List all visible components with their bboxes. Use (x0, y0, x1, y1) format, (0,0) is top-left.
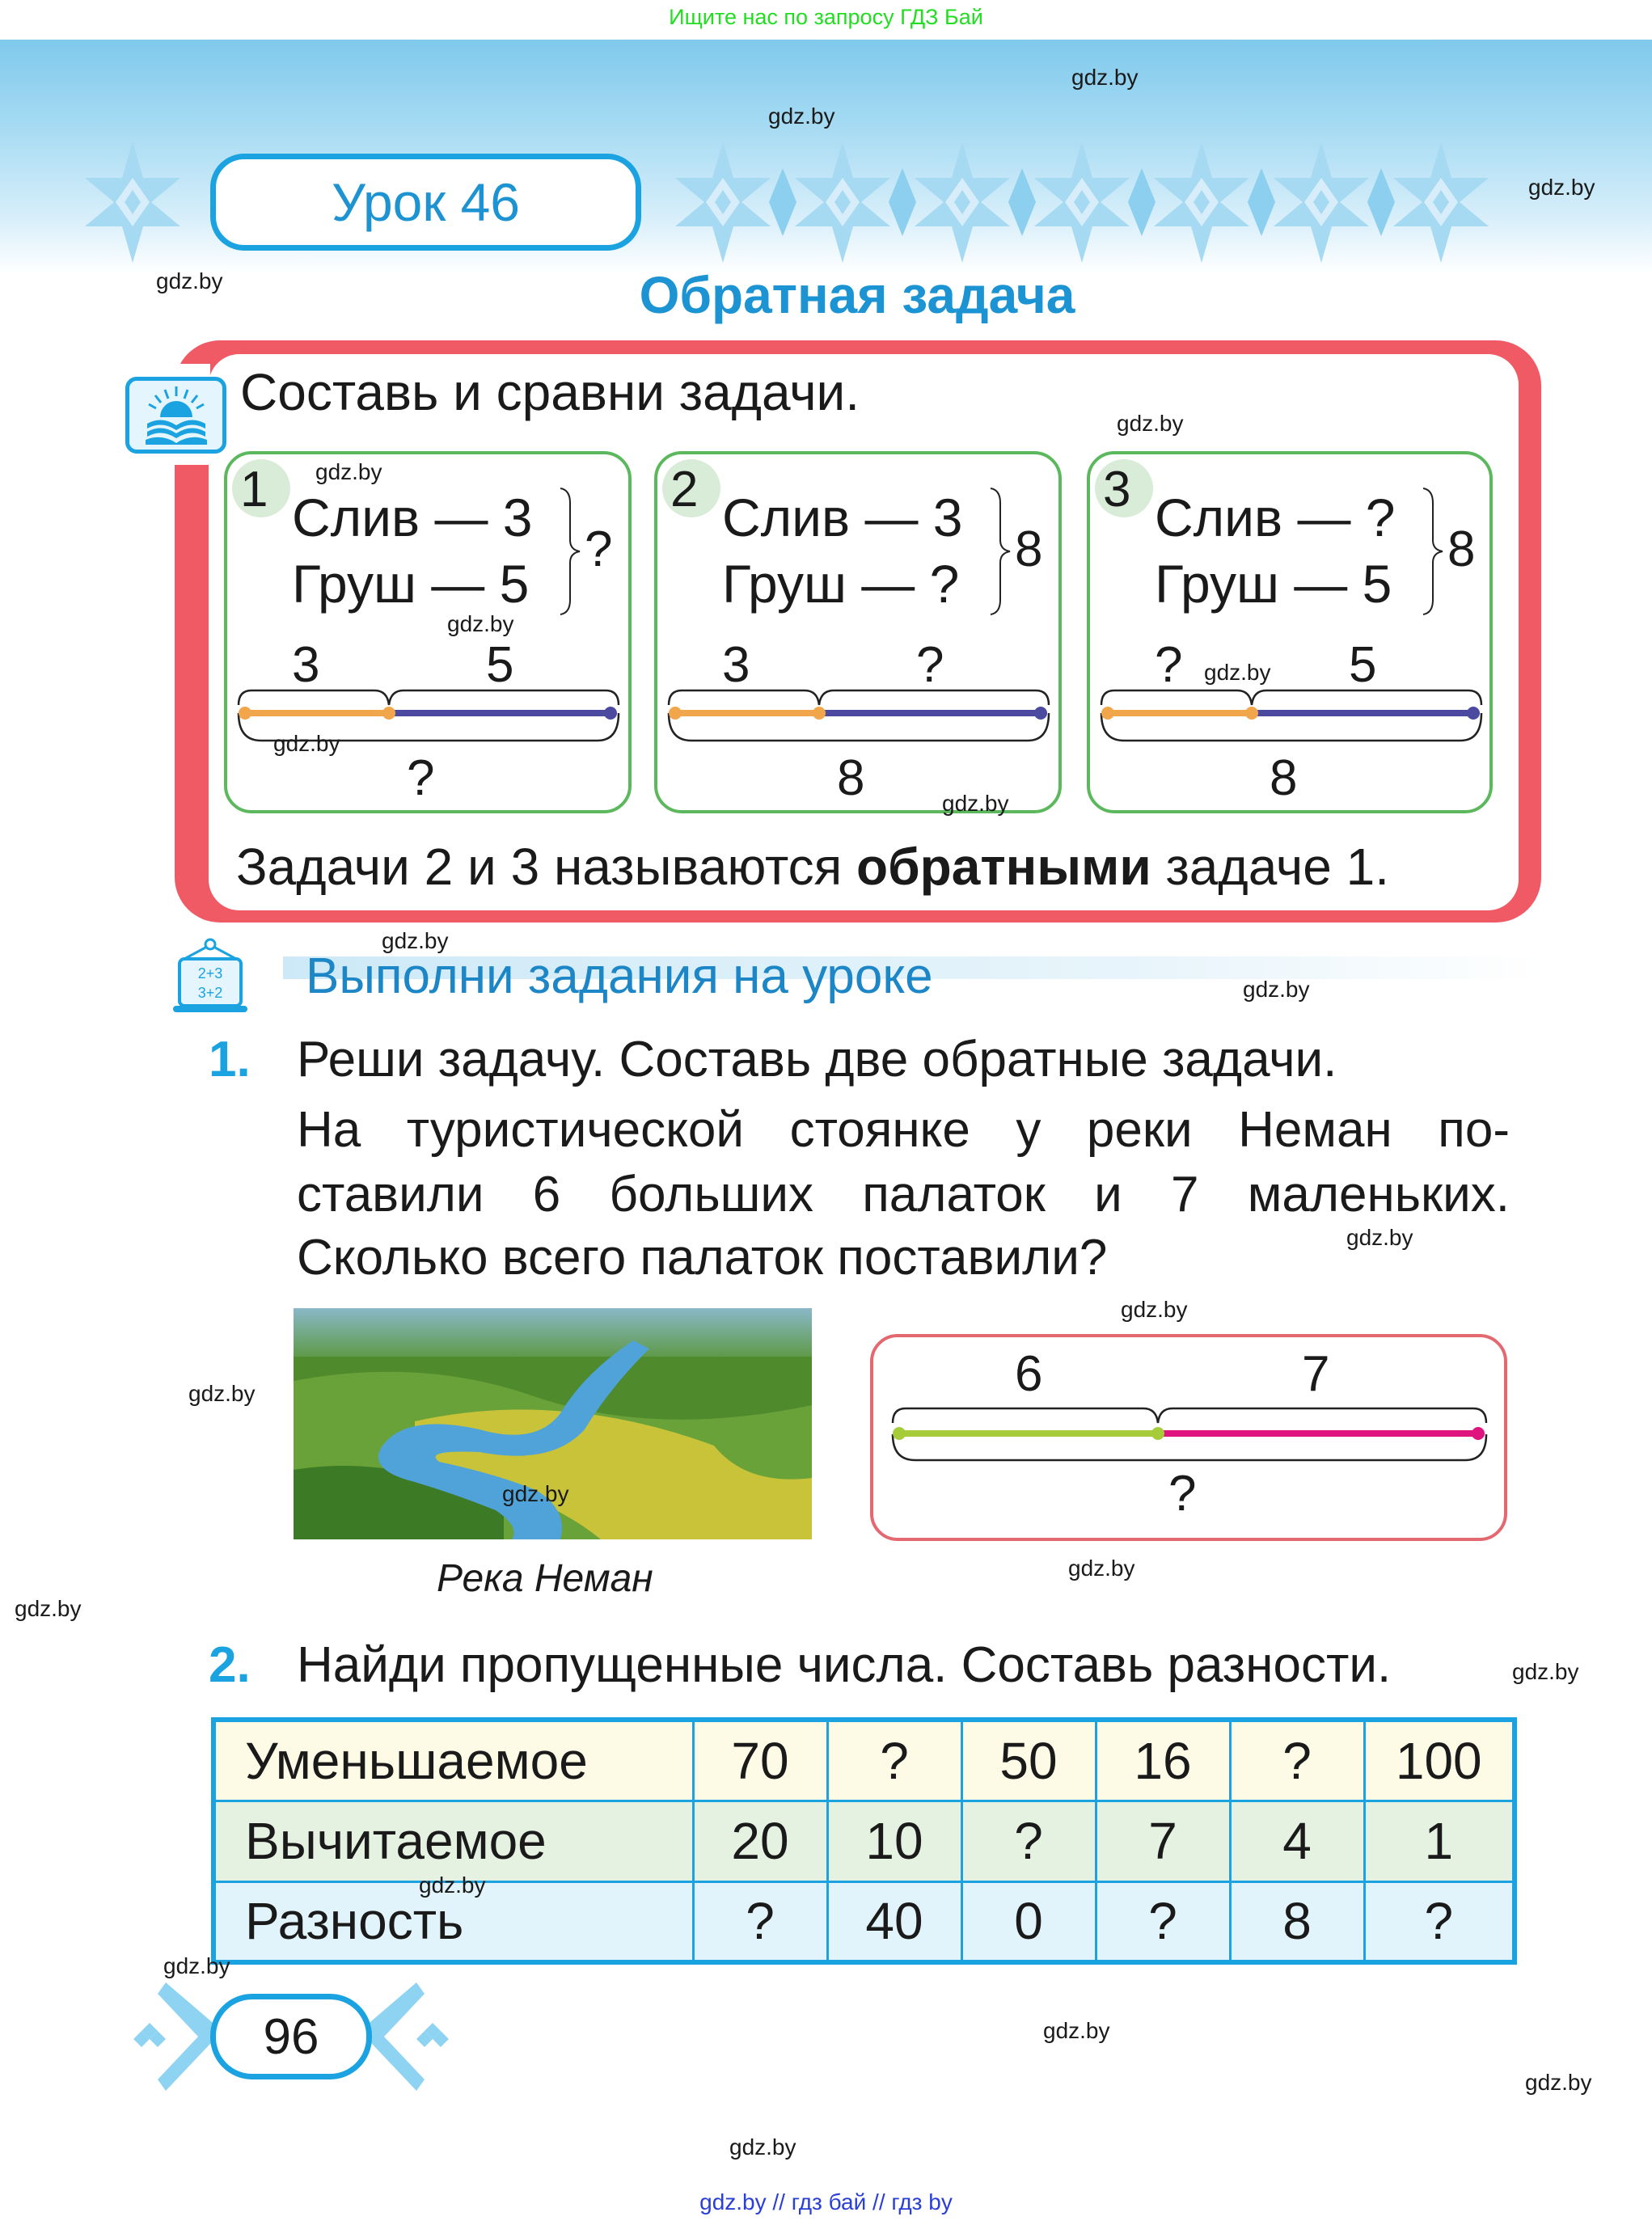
ornament-diamond-icon (1008, 168, 1036, 236)
table-cell: 40 (827, 1881, 961, 1962)
watermark: gdz.by (382, 928, 449, 953)
segment-label: ? (916, 637, 944, 693)
watermark: gdz.by (768, 103, 835, 129)
fact-row (722, 553, 959, 614)
segment-total: ? (1168, 1466, 1197, 1522)
watermark: gdz.by (502, 1481, 569, 1506)
watermark: gdz.by (1068, 1556, 1135, 1581)
watermark: gdz.by (1243, 977, 1310, 1002)
fact-item: Слив (1155, 488, 1283, 547)
curly-brace-icon (1420, 487, 1444, 616)
ornament-star-icon (1154, 141, 1249, 263)
ornament-star-icon (85, 141, 180, 263)
watermark: gdz.by (729, 2134, 796, 2160)
row-label: Уменьшаемое (213, 1720, 693, 1801)
ornament-diamond-icon (1128, 168, 1156, 236)
ornament-star-icon (915, 141, 1010, 263)
watermark: gdz.by (315, 459, 382, 484)
task-2-text: Найди пропущенные числа. Составь разности. (297, 1637, 1392, 1693)
promo-banner[interactable]: Ищите нас по запросу ГДЗ Бай (669, 5, 983, 29)
watermark: gdz.by (1117, 411, 1184, 436)
fact-dash: — (861, 554, 915, 614)
task-1-line: Реши задачу. Составь две обратные задачи. (297, 1032, 1337, 1087)
watermark: gdz.by (1525, 2070, 1592, 2095)
watermark: gdz.by (15, 1596, 82, 1621)
section-title: Выполни задания на уроке (306, 948, 933, 1004)
fact-item: Слив (722, 488, 851, 547)
watermark: gdz.by (1043, 2018, 1110, 2043)
segment-total: ? (407, 750, 435, 806)
curly-brace-icon (557, 487, 581, 616)
watermark: gdz.by (156, 268, 223, 293)
task-1-line: Сколько всего палаток поставили? (297, 1230, 1108, 1286)
table-cell: ? (1096, 1881, 1230, 1962)
ornament-star-icon (675, 141, 771, 263)
svg-text:3+2: 3+2 (197, 985, 223, 1001)
table-cell: 50 (961, 1720, 1096, 1801)
segment-label: 7 (1302, 1346, 1330, 1402)
curly-brace-icon (987, 487, 1012, 616)
segment-diagram (891, 1407, 1489, 1463)
task-1-line: ставили 6 больших палаток и 7 маленьких. (297, 1167, 1510, 1222)
fact-value: ? (929, 554, 960, 614)
summary-prefix: Задачи 2 и 3 называются (236, 838, 856, 896)
watermark: gdz.by (163, 1953, 230, 1978)
table-cell: 4 (1230, 1801, 1364, 1881)
task-1-diagram (870, 1334, 1507, 1541)
ornament-star-icon (1034, 141, 1130, 263)
fact-item: Груш (1155, 554, 1279, 614)
segment-total: 8 (837, 750, 865, 806)
lesson-badge (210, 154, 641, 251)
task-2-number: 2. (209, 1637, 251, 1693)
watermark: gdz.by (273, 731, 340, 756)
fact-dash: — (431, 554, 485, 614)
table-row-minuend (213, 1720, 1515, 1801)
table-row-subtrahend (213, 1801, 1515, 1881)
ornament-star-icon (795, 141, 890, 263)
ornament-diamond-icon (1367, 168, 1395, 236)
segment-label: 5 (1349, 637, 1377, 693)
segment-diagram (667, 689, 1052, 745)
row-label: Вычитаемое (213, 1801, 693, 1881)
fact-value: 3 (502, 488, 533, 547)
ornament-diamond-icon (889, 168, 916, 236)
segment-label: ? (1155, 637, 1183, 693)
fact-row (1155, 553, 1392, 614)
card-number-badge: 3 (1095, 459, 1153, 517)
fact-value: 3 (932, 488, 963, 547)
watermark: gdz.by (1528, 175, 1595, 200)
table-cell: ? (1230, 1720, 1364, 1801)
fact-item: Груш (292, 554, 416, 614)
ornament-band (675, 141, 1489, 263)
task-1-line: На туристической стоянке у реки Неман по- (297, 1102, 1510, 1158)
table-cell: 20 (693, 1801, 827, 1881)
watermark: gdz.by (419, 1872, 486, 1898)
subtraction-table (211, 1717, 1517, 1965)
table-cell: 1 (1364, 1801, 1515, 1881)
segment-label: 3 (292, 637, 320, 693)
ornament-diamond-icon (769, 168, 796, 236)
segment-total: 8 (1270, 750, 1298, 806)
problem-card-2 (654, 451, 1062, 813)
table-cell: 10 (827, 1801, 961, 1881)
table-cell: 70 (693, 1720, 827, 1801)
card-number-badge: 2 (662, 459, 720, 517)
brace-total: 8 (1015, 521, 1043, 577)
watermark: gdz.by (1512, 1659, 1579, 1684)
segment-label: 6 (1015, 1346, 1043, 1402)
table-cell: ? (693, 1881, 827, 1962)
table-cell: 8 (1230, 1881, 1364, 1962)
fact-row (292, 553, 529, 614)
lesson-label: Урок 46 (332, 172, 520, 232)
ornament-star-icon (1274, 141, 1369, 263)
table-cell: 0 (961, 1881, 1096, 1962)
fact-dash: — (1297, 488, 1351, 547)
watermark: gdz.by (1071, 65, 1139, 90)
fact-row (722, 487, 963, 548)
fact-dash: — (1294, 554, 1348, 614)
brace-total: ? (585, 521, 613, 577)
fact-row (292, 487, 533, 548)
card-number-badge: 1 (232, 459, 290, 517)
problem-card-1 (224, 451, 632, 813)
table-row-difference (213, 1881, 1515, 1962)
fact-value: 5 (1362, 554, 1392, 614)
fact-dash: — (434, 488, 488, 547)
problem-card-3 (1087, 451, 1493, 813)
watermark: gdz.by (1346, 1225, 1413, 1250)
table-cell: ? (827, 1720, 961, 1801)
segment-label: 3 (722, 637, 750, 693)
fact-item: Слив (292, 488, 420, 547)
table-cell: ? (961, 1801, 1096, 1881)
watermark: gdz.by (447, 611, 514, 636)
watermark: gdz.by (1121, 1297, 1188, 1322)
segment-diagram (1100, 689, 1485, 745)
page-title: Обратная задача (639, 266, 1075, 324)
table-cell: 16 (1096, 1720, 1230, 1801)
watermark: gdz.by (188, 1381, 256, 1406)
ornament-star-icon (1393, 141, 1489, 263)
fact-row (1155, 487, 1396, 548)
task-1-number: 1. (209, 1032, 251, 1087)
summary-bold: обратными (856, 838, 1151, 896)
summary-sentence (236, 837, 1389, 897)
page-number: 96 (263, 2008, 319, 2065)
segment-label: 5 (486, 637, 514, 693)
table-cell: 7 (1096, 1801, 1230, 1881)
fact-value: ? (1365, 488, 1396, 547)
table-cell: 100 (1364, 1720, 1515, 1801)
ornament-diamond-icon (1248, 168, 1275, 236)
intro-instruction: Составь и сравни задачи. (240, 363, 860, 421)
fact-dash: — (864, 488, 919, 547)
book-sun-icon (125, 377, 226, 454)
svg-text:2+3: 2+3 (197, 965, 223, 982)
watermark: gdz.by (1204, 660, 1271, 685)
chalkboard-icon (170, 938, 251, 1015)
summary-suffix: задаче 1. (1151, 838, 1389, 896)
fact-value: 5 (499, 554, 530, 614)
table-cell: ? (1364, 1881, 1515, 1962)
ornament-left (85, 141, 180, 263)
row-label: Разность (213, 1881, 693, 1962)
fact-item: Груш (722, 554, 847, 614)
watermark: gdz.by (942, 791, 1009, 816)
photo-caption: Река Неман (437, 1557, 653, 1600)
footer-links[interactable]: gdz.by // гдз бай // гдз by (699, 2189, 953, 2214)
page-number-badge (210, 1994, 372, 2079)
brace-total: 8 (1447, 521, 1476, 577)
